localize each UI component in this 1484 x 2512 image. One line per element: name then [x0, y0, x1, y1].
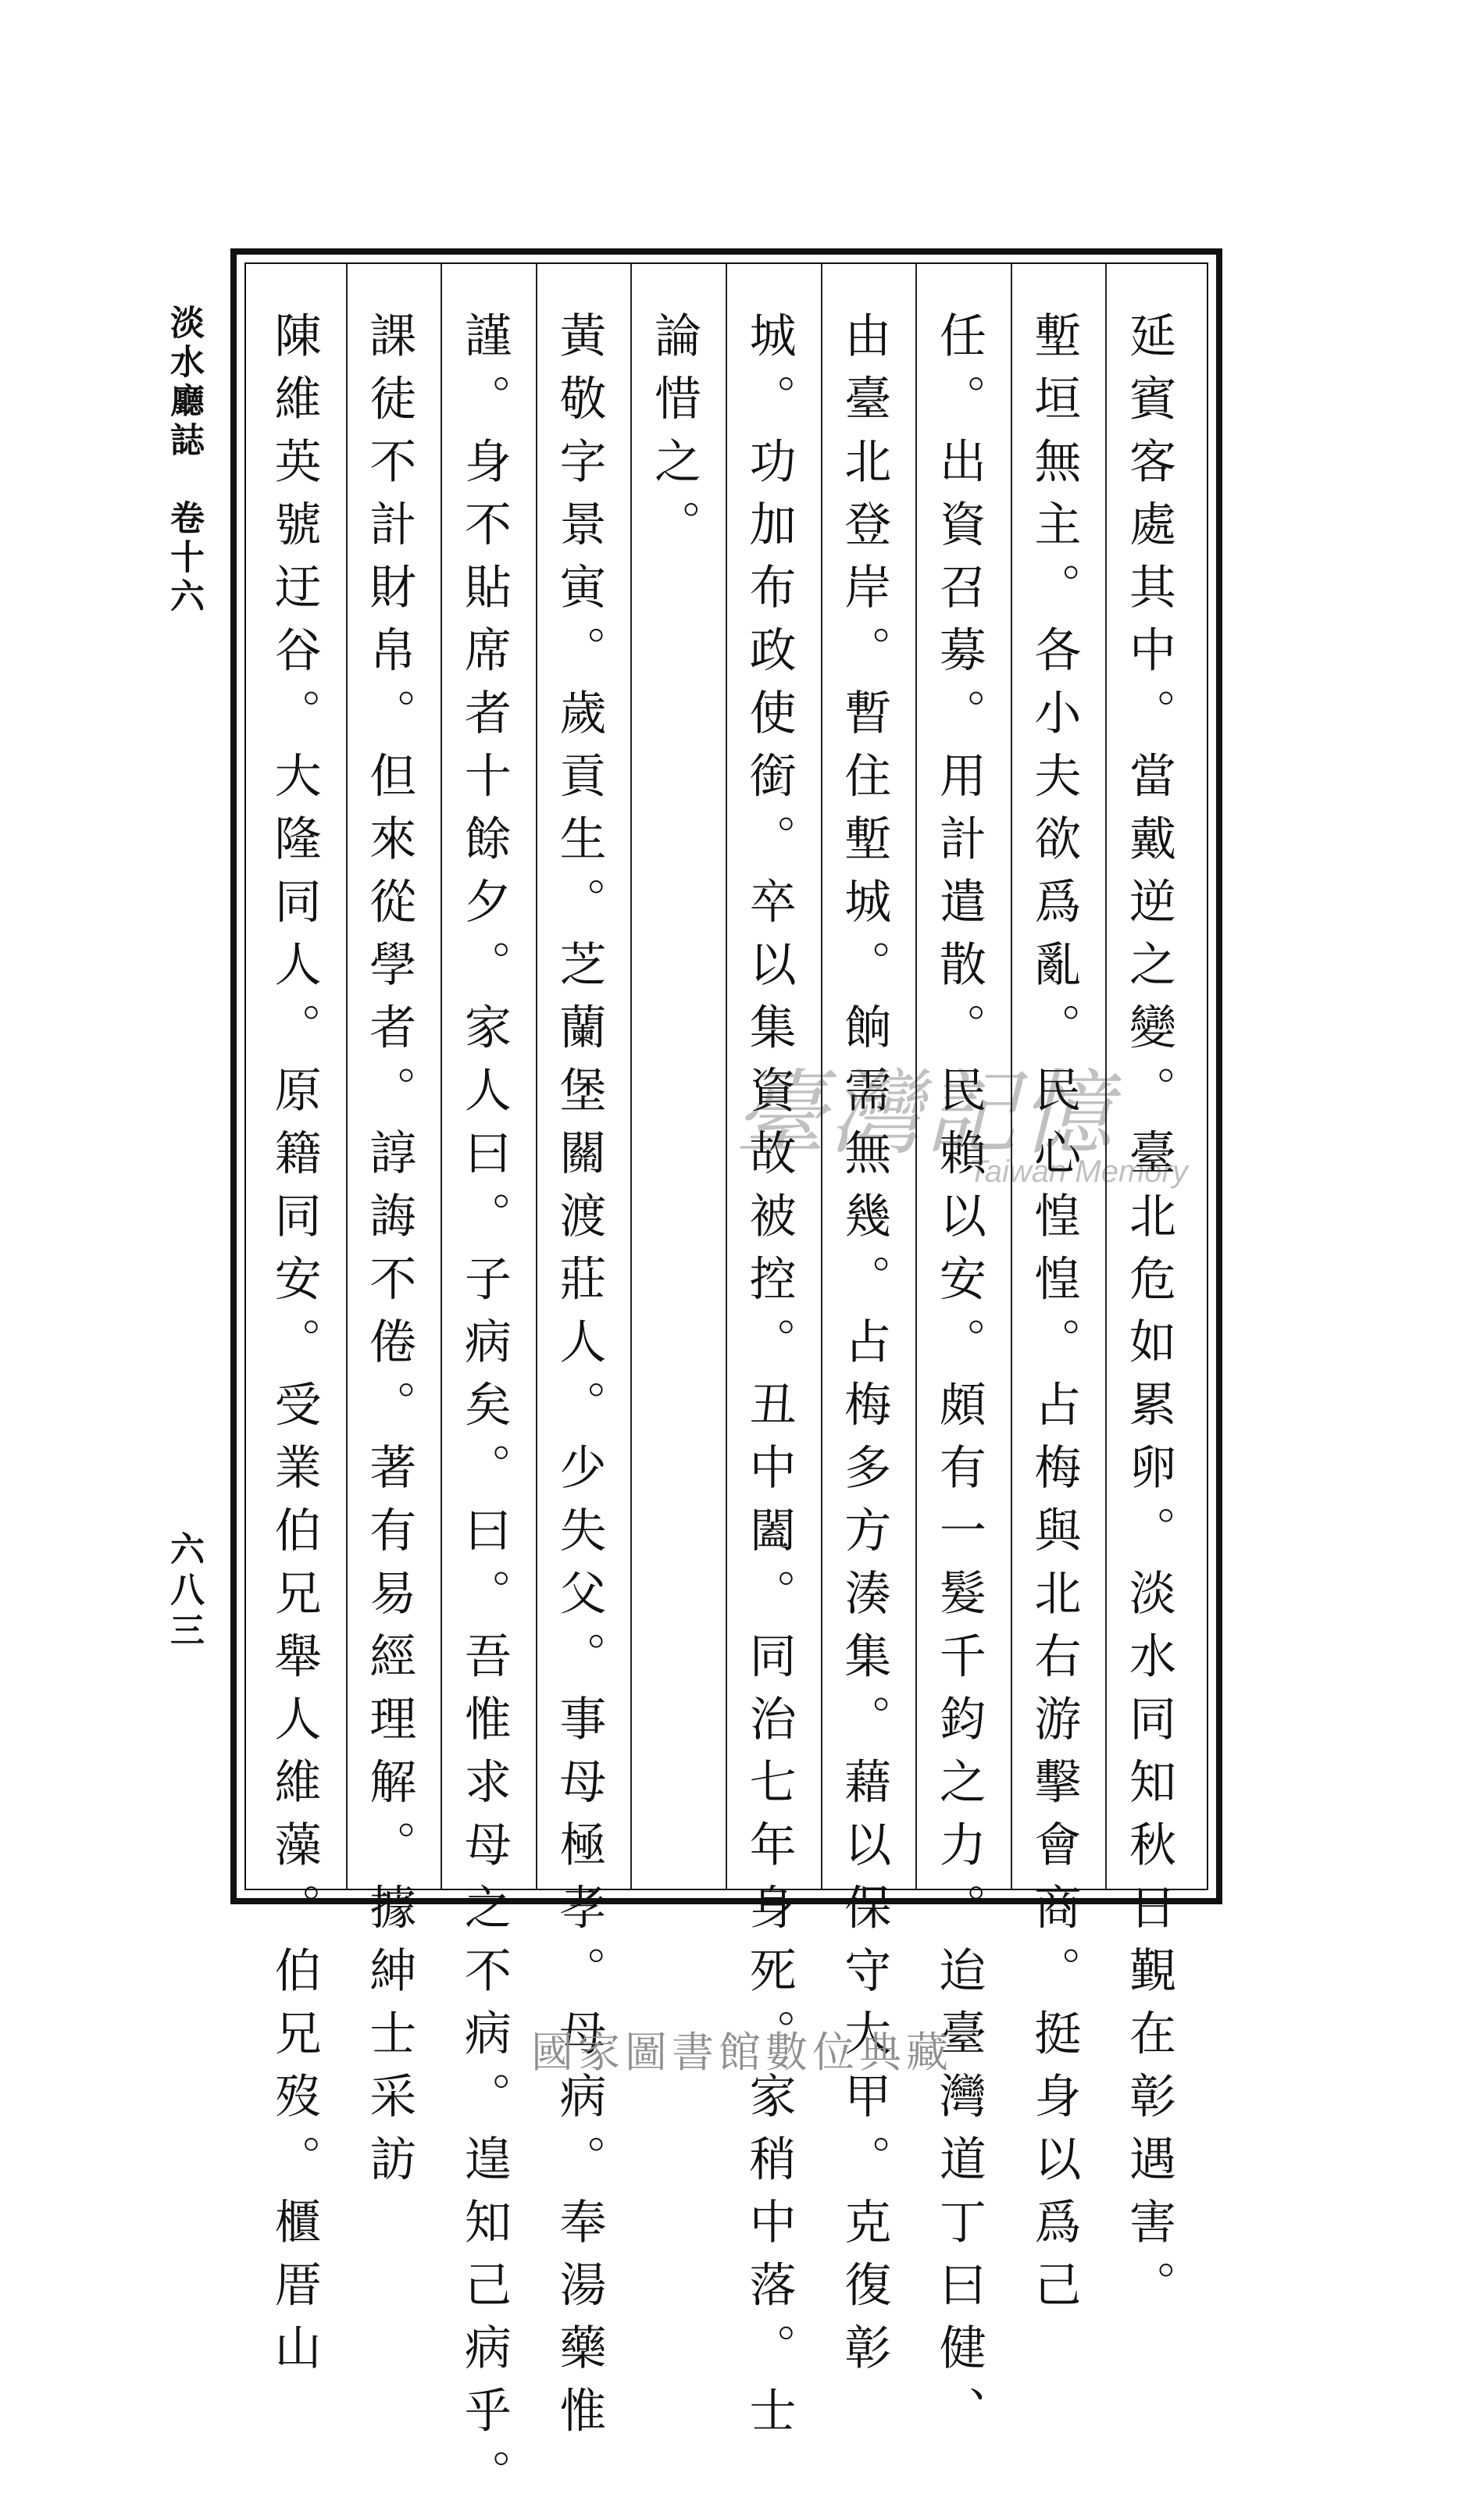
text-column	[536, 264, 631, 2449]
text-column	[1011, 264, 1106, 2323]
text-column	[1105, 264, 1200, 2323]
text-column	[252, 264, 346, 2386]
column-text: 延賓客處其中。當戴逆之變。臺北危如累卵。淡水同知秋日覲在彰遇害。	[1122, 311, 1176, 2323]
margin-title: 淡水廳誌 卷十六	[164, 305, 204, 617]
text-column	[441, 264, 536, 2512]
text-column	[630, 264, 726, 1889]
column-text: 黃敬字景寅。歲貢生。芝蘭堡關渡莊人。少失父。事母極孝。母病。奉湯藥惟	[551, 311, 607, 2449]
footer-credit: 國家圖書館數位典藏	[531, 2028, 953, 2077]
column-text: 城。功加布政使銜。卒以集資故被控。丑中闔。同治七年身死。家稍中落。士	[741, 311, 797, 2449]
column-text: 陳維英號迂谷。大隆同人。原籍同安。受業伯兄舉人維藻。伯兄歿。櫃厝山	[266, 311, 322, 2386]
page-number: 六八三	[164, 1531, 204, 1653]
text-column	[346, 264, 441, 2197]
text-column	[915, 264, 1011, 2449]
column-text: 論惜之。	[647, 311, 702, 562]
watermark-main-text: 臺灣記憶	[734, 1059, 1116, 1167]
watermark-sub-text: Taiwan Memory	[969, 1154, 1188, 1189]
column-text: 謹。身不貼席者十餘夕。家人曰。子病矣。曰。吾惟求母之不病。遑知己病乎。	[456, 311, 512, 2512]
column-text: 由臺北登岸。暫住塹城。餉需無幾。占梅多方湊集。藉以保守大甲。克復彰	[837, 311, 892, 2386]
text-column	[726, 264, 821, 2449]
column-text: 課徒不計財帛。但來從學者。諄誨不倦。著有易經理解。據紳士采訪	[362, 311, 417, 2197]
text-column	[821, 264, 916, 2386]
column-text: 塹垣無主。各小夫欲爲亂。民心惶惶。占梅與北右游擊會商。挺身以爲己	[1026, 311, 1082, 2323]
column-text: 任。出資召募。用計遣散。民賴以安。頗有一髮千鈞之力。迨臺灣道丁曰健、	[931, 311, 986, 2449]
